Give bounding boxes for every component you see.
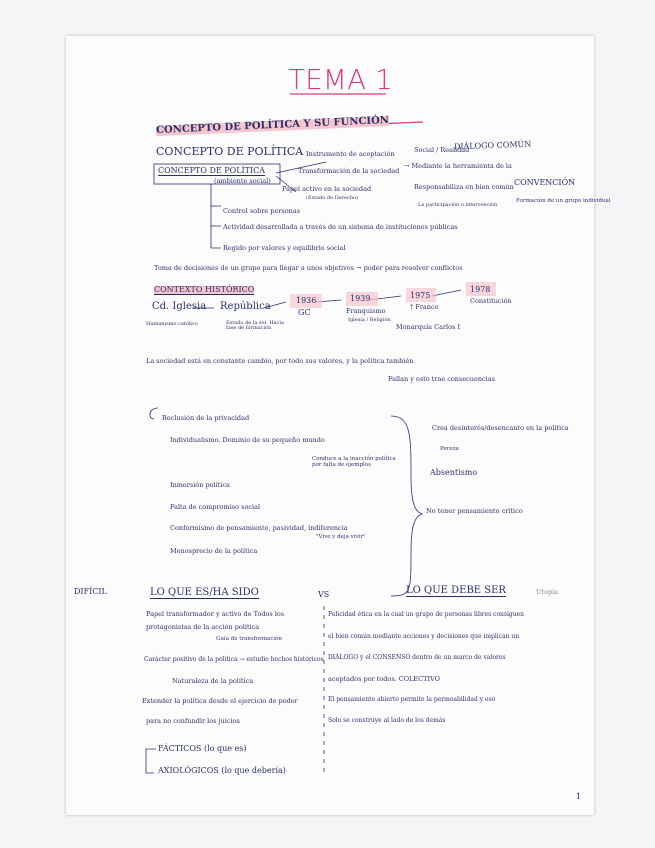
hist-gc: GC bbox=[298, 308, 311, 317]
consequence-5: Conformismo de pensamiento, pasividad, indiferencia bbox=[170, 524, 348, 532]
right-line-5: El pensamiento abierto permite la permeabilidad y eso bbox=[328, 696, 496, 703]
page-title: TEMA 1 bbox=[288, 63, 393, 96]
dialogo-comun: DIÁLOGO COMÚN bbox=[453, 139, 532, 152]
consequence-1: Reclusión de la privacidad bbox=[162, 414, 250, 422]
left-line-5: Naturaleza de la política bbox=[172, 677, 254, 685]
hist-republica: República bbox=[220, 301, 271, 312]
hist-monarquia: Monarquía Carlos I bbox=[396, 323, 461, 331]
right-line-2: el bien común mediante acciones y decisiones que implican un bbox=[328, 633, 520, 640]
axiologicos: AXIOLÓGICOS (lo que debería) bbox=[158, 766, 286, 775]
right-line-6: Solo se construye al lado de los demás bbox=[328, 717, 446, 724]
hist-franco: † Franco bbox=[410, 303, 439, 311]
right-title: LO QUE DEBE SER bbox=[406, 585, 506, 596]
def-mediante: → Mediante la herramienta de la bbox=[404, 162, 512, 170]
page-number: 1 bbox=[576, 792, 582, 801]
concept-sub: (ambiente social) bbox=[214, 177, 271, 185]
right-line-1: Felicidad ética en la cual un grupo de personas libres consiguen bbox=[328, 611, 525, 618]
left-line-1: Papel transformador y activo de Todos los bbox=[146, 610, 285, 618]
def-responsabiliza: Responsabiliza en bien común bbox=[414, 183, 514, 191]
hist-1939: 1939 bbox=[350, 294, 371, 303]
def-participacion: La participación o intervención bbox=[418, 202, 498, 208]
def-social-realidad: Social / Realidad bbox=[414, 146, 470, 154]
hist-iglesia-sub: Humanismo católico bbox=[146, 321, 198, 327]
vs-label: VS bbox=[318, 590, 330, 599]
left-line-6: Extender la política desde el ejercicio de poder bbox=[142, 697, 298, 705]
hist-franquismo-sub: Iglesia / Religión bbox=[348, 317, 391, 323]
hist-iglesia: Cd. Iglesia bbox=[152, 301, 207, 312]
def-instrumento: Instrumento de aceptación bbox=[306, 150, 395, 158]
consequence-vive: "Vive y deja vivir" bbox=[316, 534, 366, 540]
utopia-label: Utopía bbox=[536, 588, 559, 596]
left-title: LO QUE ES/HA SIDO bbox=[150, 587, 259, 598]
concept-box-label: CONCEPTO DE POLÍTICA bbox=[158, 166, 266, 175]
result-no-pensamiento: No tener pensamiento crítico bbox=[426, 507, 523, 515]
consequence-conduce: Conduce a la inacción política por falta de ejemplos bbox=[312, 456, 396, 468]
def-papel-sub: (Estado de Derecho) bbox=[306, 195, 359, 201]
left-line-2: protagonistas de la acción política bbox=[146, 623, 260, 631]
consequence-3: Inmersión política bbox=[170, 481, 230, 489]
facticos: FÁCTICOS (lo que es) bbox=[158, 744, 247, 753]
consequence-4: Falta de compromiso social bbox=[170, 503, 261, 511]
left-line-7: para no confundir los juicios bbox=[146, 717, 240, 725]
result-1: Crea desinterés/desencanto en la política bbox=[432, 424, 569, 432]
def-regido: Regido por valores y equilibrio social bbox=[223, 244, 346, 252]
right-line-4: aceptados por todos. COLECTIVO bbox=[328, 675, 440, 683]
hist-franquismo: Franquismo bbox=[346, 307, 386, 315]
consequence-6: Menosprecio de la política bbox=[170, 547, 258, 555]
def-formacion: Formación de un grupo individual bbox=[516, 198, 611, 204]
consequence-2: Individualismo. Dominio de su pequeño mundo bbox=[170, 436, 325, 444]
hist-republica-sub: Estado de la sol. Hacia fase de formación bbox=[226, 320, 285, 331]
hist-1936: 1936 bbox=[296, 296, 317, 305]
notebook-page bbox=[66, 36, 611, 815]
def-transformacion: Transformación de la sociedad bbox=[298, 167, 400, 175]
sociedad-line: La sociedad está en constante cambio, por todo sus valores, y la política también bbox=[146, 357, 414, 365]
hist-1975: 1975 bbox=[410, 291, 431, 300]
result-pereza: Pereza bbox=[440, 446, 459, 452]
historical-heading: CONTEXTO HISTÓRICO bbox=[154, 285, 255, 294]
def-papel: Papel activo en la sociedad bbox=[282, 185, 372, 193]
left-line-3: Guía de transformación bbox=[216, 636, 282, 642]
hist-1978: 1978 bbox=[470, 285, 491, 294]
subheading: CONCEPTO DE POLÍTICA bbox=[156, 145, 304, 158]
section-heading: CONCEPTO DE POLÍTICA Y SU FUNCIÓN bbox=[155, 114, 390, 137]
result-absentismo: Absentismo bbox=[430, 468, 478, 477]
left-line-4: Carácter positivo de la política → estudio hechos históricos bbox=[144, 656, 324, 663]
def-actividad: Actividad desarrollada a través de un sistema de instituciones públicas bbox=[223, 223, 458, 231]
def-control: Control sobre personas bbox=[223, 207, 301, 215]
def-toma: Toma de decisiones de un grupo para llegar a unos objetivos → poder para resolver conflictos bbox=[154, 264, 463, 272]
fallan-line: Fallan y esto trae consecuencias bbox=[388, 375, 495, 383]
margin-label: DIFÍCIL bbox=[74, 587, 107, 596]
def-convencion: CONVENCIÓN bbox=[514, 178, 576, 187]
hist-constitucion: Constitución bbox=[470, 297, 512, 305]
right-line-3: DIÁLOGO y el CONSENSO dentro de un marco de valores bbox=[328, 654, 506, 661]
